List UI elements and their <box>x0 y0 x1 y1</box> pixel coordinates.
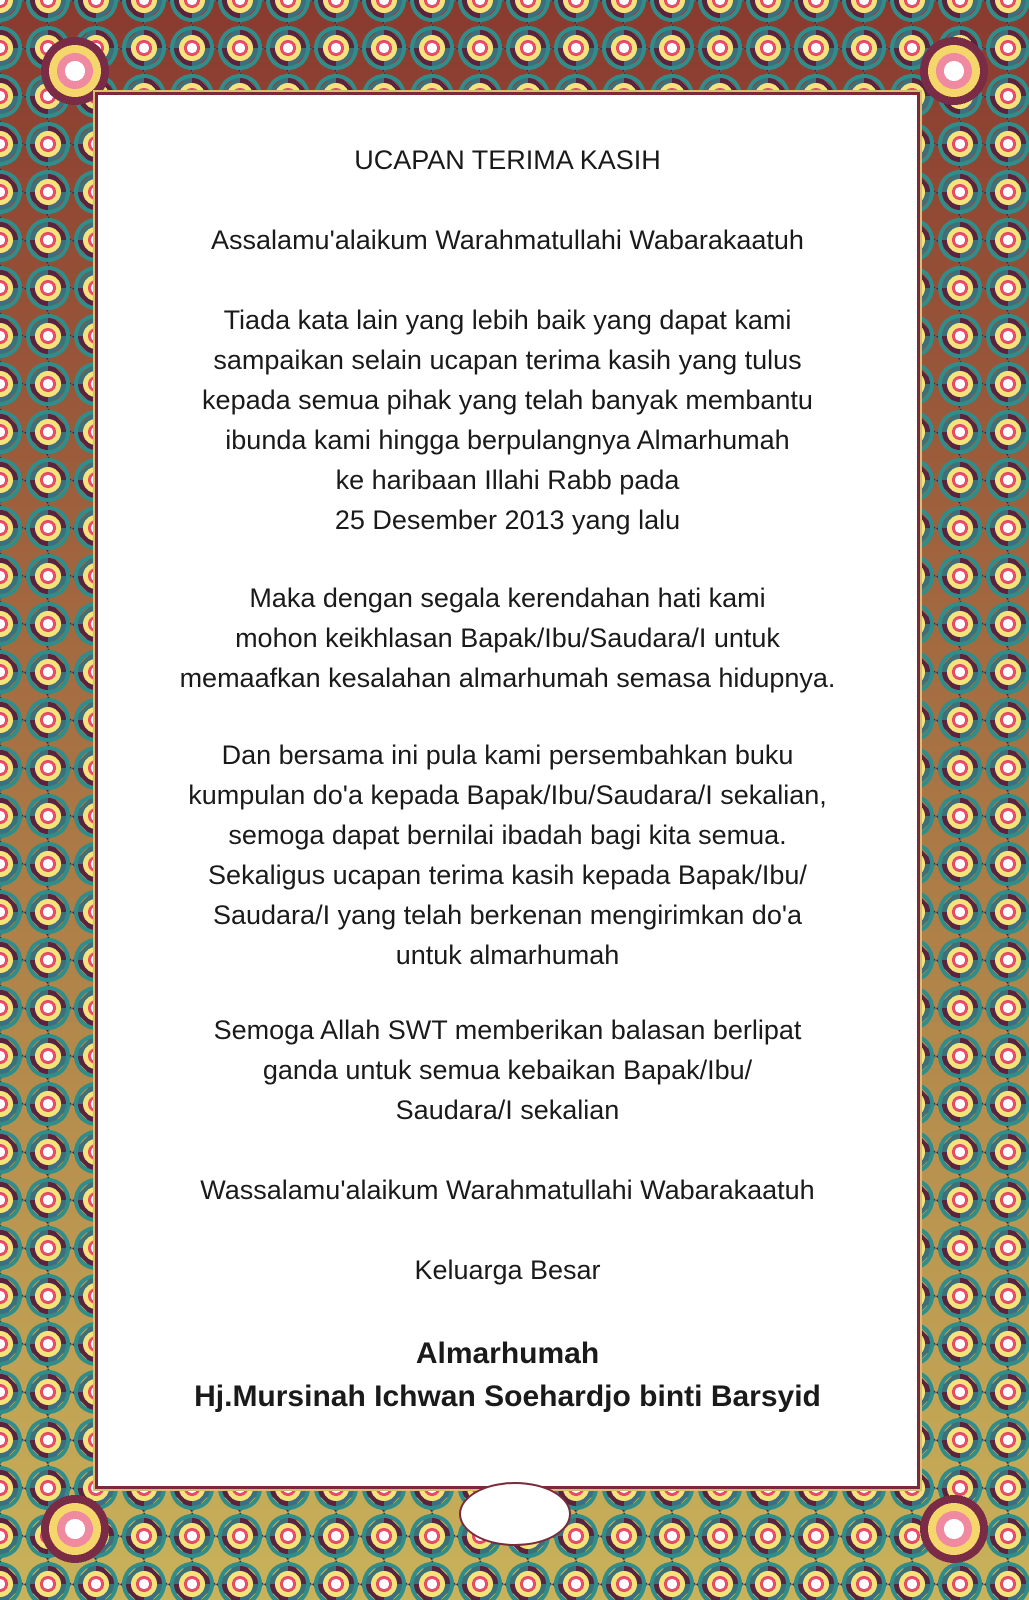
opening-greeting: Assalamu'alaikum Warahmatullahi Wabarakaatuh <box>211 225 804 255</box>
paragraph-blessing: Semoga Allah SWT memberikan balasan berlipat ganda untuk semua kebaikan Bapak/Ibu/ Saudara/I sekalian <box>213 1015 802 1125</box>
corner-flower-icon <box>919 1494 989 1564</box>
corner-flower-icon <box>40 1494 110 1564</box>
paragraph-apology: Maka dengan segala kerendahan hati kami mohon keikhlasan Bapak/Ibu/Saudara/I untuk memaafkan kesalahan almarhumah semasa hidupnya. <box>179 583 836 693</box>
family-label: Keluarga Besar <box>414 1255 601 1285</box>
bottom-oval-ornament <box>459 1482 571 1546</box>
signature-title: Almarhumah <box>415 1337 600 1370</box>
letter-title: UCAPAN TERIMA KASIH <box>354 145 661 175</box>
signature-name: Hj.Mursinah Ichwan Soehardjo binti Barsyid <box>194 1380 821 1413</box>
closing-greeting: Wassalamu'alaikum Warahmatullahi Wabarakaatuh <box>200 1175 815 1205</box>
paragraph-prayer-book: Dan bersama ini pula kami persembahkan buku kumpulan do'a kepada Bapak/Ibu/Saudara/I sekalian, semoga dapat bernilai ibadah bagi kita semua. Sekaligus ucapan terima kasih kepada Bapak/Ibu/ Saudara/I yang telah berkenan mengirimkan do'a untuk almarhumah <box>188 740 827 970</box>
paragraph-thanks: Tiada kata lain yang lebih baik yang dapat kami sampaikan selain ucapan terima kasih yang tulus kepada semua pihak yang telah banyak membantu ibunda kami hingga berpulangnya Almarhumah ke haribaan Illahi Rabb pada 25 Desember 2013 yang lalu <box>202 305 813 535</box>
corner-flower-icon <box>919 36 989 106</box>
